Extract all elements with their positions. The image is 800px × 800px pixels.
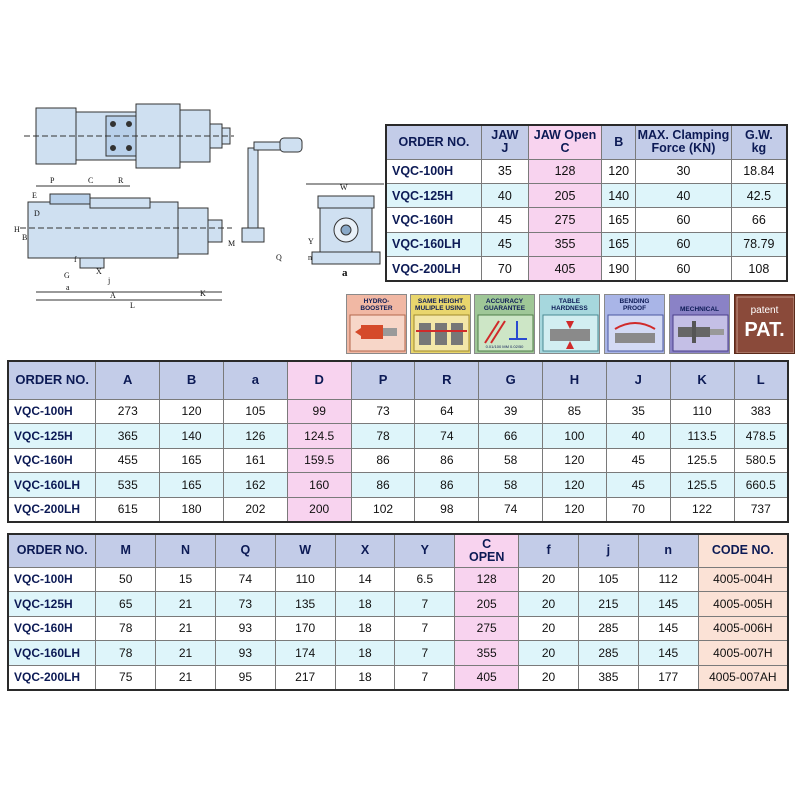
value-cell: 86 — [415, 448, 479, 473]
value-cell: 86 — [415, 473, 479, 498]
value-cell: 200 — [287, 497, 351, 522]
column-header: M — [96, 534, 156, 567]
column-header: J — [606, 361, 670, 399]
badge-patent — [734, 294, 795, 354]
order-no-cell: VQC-160H — [8, 616, 96, 641]
order-no-cell: VQC-160LH — [8, 473, 96, 498]
value-cell: 20 — [519, 616, 579, 641]
badge-same-height-label: SAME HEIGHT MULIPLE USING — [415, 298, 466, 312]
value-cell: 86 — [351, 448, 415, 473]
dimensions-table — [7, 360, 789, 523]
value-cell: 50 — [96, 567, 156, 592]
value-cell: 273 — [96, 399, 160, 424]
value-cell: 78 — [96, 641, 156, 666]
column-header: f — [519, 534, 579, 567]
value-cell: 20 — [519, 567, 579, 592]
value-cell: 73 — [351, 399, 415, 424]
value-cell: 365 — [96, 424, 160, 449]
value-cell: 15 — [156, 567, 216, 592]
value-cell: 78 — [351, 424, 415, 449]
value-cell: 125.5 — [670, 473, 734, 498]
value-cell: 108 — [731, 257, 787, 281]
table-row — [386, 232, 787, 256]
value-cell: 478.5 — [734, 424, 788, 449]
value-cell: 18 — [335, 616, 395, 641]
column-header: j — [578, 534, 638, 567]
value-cell: 120 — [543, 448, 607, 473]
value-cell: 6.5 — [395, 567, 455, 592]
crank-handle — [242, 138, 302, 242]
value-cell: 60 — [636, 208, 732, 232]
value-cell: 285 — [578, 616, 638, 641]
spec-table — [385, 124, 788, 282]
value-cell: 66 — [731, 208, 787, 232]
value-cell: 128 — [528, 159, 602, 183]
value-cell: 215 — [578, 592, 638, 617]
value-cell: 35 — [481, 159, 528, 183]
badge-bending-proof-label: BENDING PROOF — [619, 298, 650, 312]
column-header: D — [287, 361, 351, 399]
value-cell: 74 — [479, 497, 543, 522]
value-cell: 165 — [160, 473, 224, 498]
value-cell: 120 — [543, 473, 607, 498]
value-cell: 161 — [223, 448, 287, 473]
order-no-cell: VQC-160LH — [386, 232, 481, 256]
value-cell: 40 — [606, 424, 670, 449]
value-cell: 45 — [606, 473, 670, 498]
vise-drawing-svg — [10, 100, 385, 315]
value-cell: 120 — [543, 497, 607, 522]
table-row — [386, 159, 787, 183]
value-cell: 35 — [606, 399, 670, 424]
column-header: L — [734, 361, 788, 399]
dim-letter-c: C — [88, 176, 94, 185]
table-row — [8, 641, 788, 666]
dim-letter-w: W — [340, 183, 348, 192]
value-cell: 405 — [455, 665, 519, 690]
value-cell: 4005-005H — [698, 592, 788, 617]
badge-table-hardness — [539, 294, 600, 354]
dim-letter-a-front: a — [342, 267, 348, 279]
dim-letter-f: f — [74, 255, 77, 264]
value-cell: 58 — [479, 473, 543, 498]
value-cell: 124.5 — [287, 424, 351, 449]
badge-hydro-booster — [346, 294, 407, 354]
value-cell: 65 — [96, 592, 156, 617]
value-cell: 177 — [638, 665, 698, 690]
value-cell: 385 — [578, 665, 638, 690]
value-cell: 105 — [578, 567, 638, 592]
order-no-cell: VQC-125H — [8, 424, 96, 449]
value-cell: 60 — [636, 232, 732, 256]
table-row — [8, 567, 788, 592]
code-table-body — [8, 567, 788, 690]
table-row — [8, 424, 788, 449]
value-cell: 98 — [415, 497, 479, 522]
value-cell: 122 — [670, 497, 734, 522]
value-cell: 18.84 — [731, 159, 787, 183]
value-cell: 45 — [606, 448, 670, 473]
value-cell: 660.5 — [734, 473, 788, 498]
value-cell: 174 — [275, 641, 335, 666]
value-cell: 58 — [479, 448, 543, 473]
table-row — [8, 497, 788, 522]
table-row — [386, 183, 787, 207]
order-no-cell: VQC-200LH — [8, 665, 96, 690]
value-cell: 455 — [96, 448, 160, 473]
dimensions-table-header — [8, 361, 788, 399]
value-cell: 66 — [479, 424, 543, 449]
column-header: W — [275, 534, 335, 567]
order-no-cell: VQC-100H — [8, 399, 96, 424]
header-jaw-text: JAW J — [491, 128, 519, 156]
value-cell: 70 — [606, 497, 670, 522]
table-row — [8, 473, 788, 498]
column-header: A — [96, 361, 160, 399]
value-cell: 20 — [519, 641, 579, 666]
dim-letter-l: L — [130, 301, 135, 310]
badge-bending-proof — [604, 294, 665, 354]
value-cell: 85 — [543, 399, 607, 424]
value-cell: 73 — [215, 592, 275, 617]
dim-letter-g: G — [64, 271, 70, 280]
dim-letter-p: P — [50, 176, 55, 185]
order-no-cell: VQC-200LH — [8, 497, 96, 522]
value-cell: 110 — [275, 567, 335, 592]
value-cell: 21 — [156, 641, 216, 666]
value-cell: 383 — [734, 399, 788, 424]
value-cell: 285 — [578, 641, 638, 666]
badge-patent-label: patent — [750, 305, 779, 316]
value-cell: 205 — [455, 592, 519, 617]
value-cell: 202 — [223, 497, 287, 522]
value-cell: 140 — [160, 424, 224, 449]
value-cell: 74 — [415, 424, 479, 449]
header-gw-text: G.W. kg — [744, 128, 773, 156]
dim-letter-m: M — [228, 239, 236, 248]
value-cell: 40 — [481, 183, 528, 207]
order-no-cell: VQC-200LH — [386, 257, 481, 281]
dim-letter-y: Y — [308, 237, 314, 246]
column-header: CODE NO. — [698, 534, 788, 567]
value-cell: 165 — [160, 448, 224, 473]
column-header: X — [335, 534, 395, 567]
value-cell: 21 — [156, 616, 216, 641]
value-cell: 102 — [351, 497, 415, 522]
value-cell: 20 — [519, 592, 579, 617]
value-cell: 355 — [455, 641, 519, 666]
dim-letter-j: j — [108, 276, 111, 285]
column-header: a — [223, 361, 287, 399]
value-cell: 190 — [602, 257, 636, 281]
value-cell: 64 — [415, 399, 479, 424]
dim-letter-n: n — [308, 253, 312, 262]
order-no-cell: VQC-160H — [386, 208, 481, 232]
value-cell: 45 — [481, 232, 528, 256]
value-cell: 105 — [223, 399, 287, 424]
column-header: N — [156, 534, 216, 567]
dim-letter-q: Q — [276, 253, 282, 262]
value-cell: 7 — [395, 665, 455, 690]
mechanical-icon — [670, 295, 730, 354]
value-cell: 110 — [670, 399, 734, 424]
value-cell: 165 — [602, 232, 636, 256]
value-cell: 4005-004H — [698, 567, 788, 592]
value-cell: 20 — [519, 665, 579, 690]
value-cell: 42.5 — [731, 183, 787, 207]
vise-front-view — [306, 184, 384, 264]
value-cell: 405 — [528, 257, 602, 281]
spec-table-body — [386, 159, 787, 281]
value-cell: 135 — [275, 592, 335, 617]
value-cell: 75 — [96, 665, 156, 690]
badge-accuracy-sub: 0.01/100 MM 0.02/50 — [485, 344, 524, 349]
dim-letter-b: B — [22, 233, 28, 242]
code-table-header — [8, 534, 788, 567]
value-cell: 159.5 — [287, 448, 351, 473]
header-gw — [731, 125, 787, 159]
value-cell: 60 — [636, 257, 732, 281]
value-cell: 7 — [395, 592, 455, 617]
value-cell: 217 — [275, 665, 335, 690]
table-row — [386, 257, 787, 281]
table-row — [8, 399, 788, 424]
dim-letter-h: H — [14, 225, 20, 234]
column-header: G — [479, 361, 543, 399]
value-cell: 95 — [215, 665, 275, 690]
order-no-cell: VQC-160LH — [8, 641, 96, 666]
value-cell: 112 — [638, 567, 698, 592]
value-cell: 125.5 — [670, 448, 734, 473]
vise-side-view — [20, 186, 232, 300]
dimensions-table-body — [8, 399, 788, 522]
table-row — [8, 592, 788, 617]
value-cell: 7 — [395, 641, 455, 666]
order-no-cell: VQC-100H — [386, 159, 481, 183]
dim-letter-d: D — [34, 209, 40, 218]
value-cell: 70 — [481, 257, 528, 281]
value-cell: 275 — [528, 208, 602, 232]
table-row — [8, 448, 788, 473]
value-cell: 737 — [734, 497, 788, 522]
column-header: Y — [395, 534, 455, 567]
header-jaw-open-text: JAW Open C — [533, 128, 597, 156]
value-cell: 100 — [543, 424, 607, 449]
header-jaw — [481, 125, 528, 159]
value-cell: 580.5 — [734, 448, 788, 473]
column-header: C OPEN — [455, 534, 519, 567]
value-cell: 162 — [223, 473, 287, 498]
order-no-cell: VQC-125H — [386, 183, 481, 207]
badge-accuracy-label: ACCURACY GUARANTEE — [483, 298, 526, 312]
column-header: ORDER NO. — [8, 534, 96, 567]
column-header: n — [638, 534, 698, 567]
value-cell: 21 — [156, 592, 216, 617]
value-cell: 14 — [335, 567, 395, 592]
value-cell: 170 — [275, 616, 335, 641]
code-table — [7, 533, 789, 691]
value-cell: 86 — [351, 473, 415, 498]
value-cell: 30 — [636, 159, 732, 183]
value-cell: 4005-007H — [698, 641, 788, 666]
vise-top-view — [24, 104, 234, 168]
header-jaw-open — [528, 125, 602, 159]
value-cell: 120 — [160, 399, 224, 424]
header-b: B — [602, 125, 636, 159]
badge-same-height — [410, 294, 471, 354]
vise-technical-drawing — [10, 100, 385, 315]
header-max-clamping — [636, 125, 732, 159]
table-row — [386, 208, 787, 232]
value-cell: 145 — [638, 616, 698, 641]
value-cell: 145 — [638, 641, 698, 666]
header-max-clamping-text: MAX. Clamping Force (KN) — [637, 128, 730, 156]
value-cell: 113.5 — [670, 424, 734, 449]
table-row — [8, 665, 788, 690]
feature-badges — [346, 294, 796, 356]
value-cell: 126 — [223, 424, 287, 449]
value-cell: 39 — [479, 399, 543, 424]
value-cell: 355 — [528, 232, 602, 256]
badge-patent-big: PAT. — [744, 319, 785, 341]
column-header: P — [351, 361, 415, 399]
order-no-cell: VQC-100H — [8, 567, 96, 592]
value-cell: 180 — [160, 497, 224, 522]
value-cell: 18 — [335, 641, 395, 666]
badge-table-hardness-label: TABLE HARDNESS — [551, 298, 588, 312]
value-cell: 45 — [481, 208, 528, 232]
column-header: H — [543, 361, 607, 399]
value-cell: 120 — [602, 159, 636, 183]
value-cell: 18 — [335, 592, 395, 617]
dim-letter-k: K — [200, 289, 206, 298]
dim-letter-a-small: a — [66, 283, 70, 292]
dim-letter-r: R — [118, 176, 124, 185]
value-cell: 205 — [528, 183, 602, 207]
column-header: K — [670, 361, 734, 399]
value-cell: 535 — [96, 473, 160, 498]
value-cell: 4005-006H — [698, 616, 788, 641]
value-cell: 78 — [96, 616, 156, 641]
column-header: R — [415, 361, 479, 399]
value-cell: 74 — [215, 567, 275, 592]
value-cell: 4005-007AH — [698, 665, 788, 690]
value-cell: 21 — [156, 665, 216, 690]
spec-table-header — [386, 125, 787, 159]
value-cell: 93 — [215, 616, 275, 641]
header-order-no: ORDER NO. — [386, 125, 481, 159]
value-cell: 18 — [335, 665, 395, 690]
value-cell: 128 — [455, 567, 519, 592]
value-cell: 40 — [636, 183, 732, 207]
dim-letter-a: A — [110, 291, 116, 300]
column-header: ORDER NO. — [8, 361, 96, 399]
value-cell: 160 — [287, 473, 351, 498]
value-cell: 7 — [395, 616, 455, 641]
order-no-cell: VQC-125H — [8, 592, 96, 617]
column-header: B — [160, 361, 224, 399]
value-cell: 99 — [287, 399, 351, 424]
value-cell: 93 — [215, 641, 275, 666]
table-row — [8, 616, 788, 641]
badge-mechanical-label: MECHNICAL — [680, 306, 719, 313]
value-cell: 140 — [602, 183, 636, 207]
value-cell: 78.79 — [731, 232, 787, 256]
column-header: Q — [215, 534, 275, 567]
value-cell: 165 — [602, 208, 636, 232]
value-cell: 145 — [638, 592, 698, 617]
badge-hydro-booster-label: HYDRO- BOOSTER — [360, 298, 393, 312]
value-cell: 275 — [455, 616, 519, 641]
value-cell: 615 — [96, 497, 160, 522]
badge-accuracy — [474, 294, 535, 354]
badge-mechanical — [669, 294, 730, 354]
dim-letter-x: X — [96, 267, 102, 276]
order-no-cell: VQC-160H — [8, 448, 96, 473]
dim-letter-e: E — [32, 191, 37, 200]
